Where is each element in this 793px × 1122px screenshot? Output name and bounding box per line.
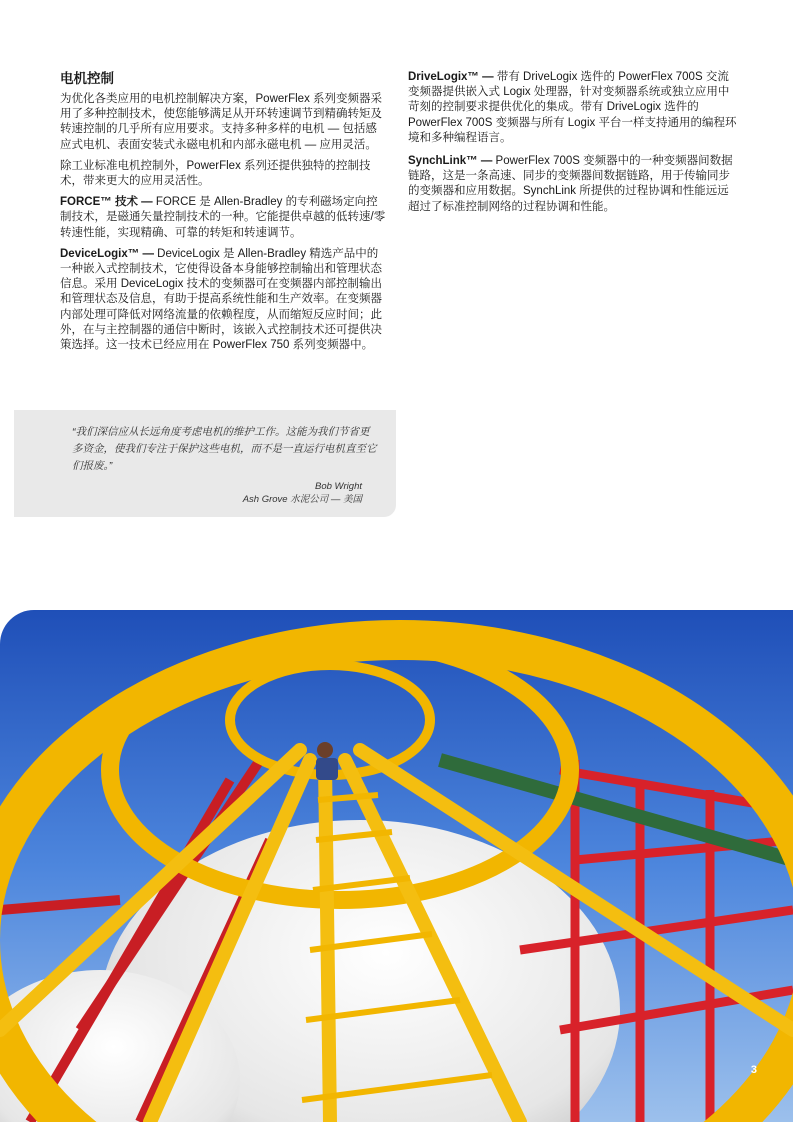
drivelogix-body: 带有 DriveLogix 选件的 PowerFlex 700S 交流变频器提供嵌入式 Logix 处理器，针对变频器系统或独立应用中苛刻的控制要求提供优化的集成。带有 DriveLogix 选件的 PowerFlex 700S 变频器与所有 Logix 平台一样支持通用的编程环境和多种编程语言。 [408, 71, 737, 144]
synchlink-paragraph [408, 154, 738, 215]
drivelogix-paragraph [408, 70, 738, 146]
devicelogix-lead: DeviceLogix™ — [60, 247, 154, 260]
devicelogix-paragraph [60, 247, 386, 353]
devicelogix-body: DeviceLogix 是 Allen-Bradley 精选产品中的一种嵌入式控制技术，它使得设备本身能够控制输出和管理状态信息。采用 DeviceLogix 技术的变频器可在变频器内部控制输出和管理状态及信息，有助于提高系统性能和生产效率。在变频器内部处理可降低对网络流量的依赖程度，从而缩短反应时间；此外，在与主控制器的通信中断时，该嵌入式控制技术还可提供决策选择。这一技术已经应用在 PowerFlex 750 系列变频器中。 [60, 247, 383, 352]
quote-affiliation: Ash Grove 水泥公司 — 美国 [242, 494, 362, 505]
force-lead: FORCE™ 技术 — [60, 196, 153, 209]
section-heading: 电机控制 [60, 71, 114, 86]
intro-paragraph: 为优化各类应用的电机控制解决方案，PowerFlex 系列变频器采用了多种控制技术，使您能够满足从开环转速调节到精确转矩及转速控制的几乎所有应用要求。支持多种多样的电机 — 包括感应式电机、表面安装式永磁电机和内部永磁电机 — 应用灵活。 [60, 93, 383, 151]
intro-paragraph-2: 除工业标准电机控制外，PowerFlex 系列还提供独特的控制技术，带来更大的应用灵活性。 [60, 159, 371, 188]
force-paragraph [60, 195, 386, 241]
synchlink-body: PowerFlex 700S 变频器中的一种变频器间数据链路，这是一条高速、同步的变频器间数据链路，用于传输同步的变频器和应用数据。SynchLink 所提供的过程协调和性能远远超过了标准控制网络的过程协调和性能。 [408, 155, 733, 213]
ladder-photo [0, 610, 793, 1122]
drivelogix-lead: DriveLogix™ — [408, 71, 494, 83]
ladder-photo-illustration [0, 610, 793, 1122]
force-body: FORCE 是 Allen-Bradley 的专利磁场定向控制技术，是磁通矢量控制技术的一种。它能提供卓越的低转速/零转速性能，实现精确、可靠的转矩和转速调节。 [60, 196, 386, 239]
quote-author: Bob Wright [315, 481, 362, 492]
quote-text: “我们深信应从长远角度考虑电机的维护工作。这能为我们节省更多资金，使我们专注于保护这些电机，而不是一直运行电机直至它们报废。” [72, 426, 377, 472]
left-column [60, 70, 386, 359]
synchlink-lead: SynchLink™ — [408, 155, 493, 168]
testimonial-quote-box [14, 410, 396, 517]
page-number: 3 [750, 1064, 757, 1076]
quote-attribution [243, 480, 362, 506]
right-column [408, 70, 738, 221]
